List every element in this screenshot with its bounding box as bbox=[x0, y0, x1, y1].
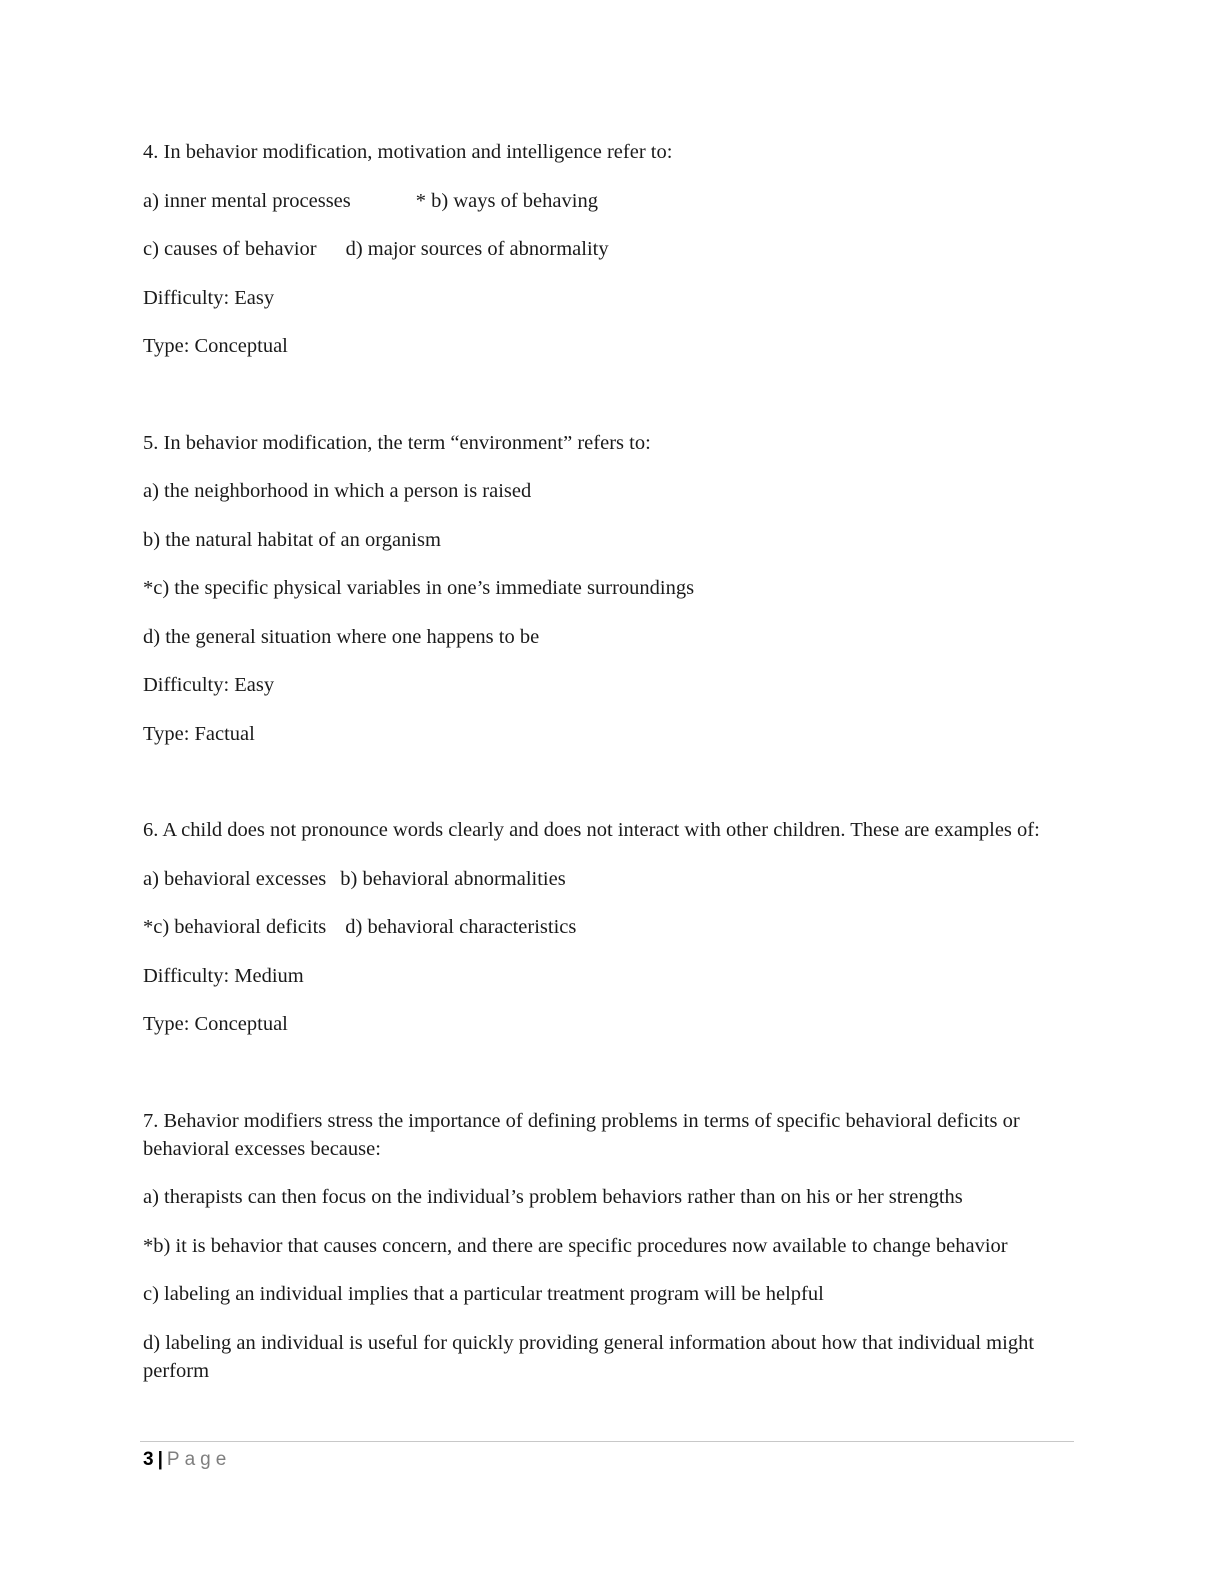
question-4-type: Type: Conceptual bbox=[143, 335, 288, 357]
question-4 bbox=[143, 138, 1078, 360]
option-c: *c) behavioral deficits bbox=[143, 916, 327, 938]
option-d: d) behavioral characteristics bbox=[345, 916, 577, 938]
question-7-stem: 7. Behavior modifiers stress the importance of defining problems in terms of specific behavioral deficits or behavioral excesses because: bbox=[143, 1109, 1020, 1160]
question-5 bbox=[143, 429, 1078, 748]
footer-separator: | bbox=[157, 1449, 163, 1470]
option-a: a) behavioral excesses bbox=[143, 867, 327, 890]
question-list bbox=[143, 138, 1078, 1405]
option-a: a) inner mental processes bbox=[143, 189, 351, 212]
page-label: Page bbox=[166, 1449, 232, 1470]
question-6-difficulty: Difficulty: Medium bbox=[143, 964, 304, 987]
question-6-stem: 6. A child does not pronounce words clearly and does not interact with other children. These are examples of: bbox=[143, 819, 1040, 841]
question-4-difficulty: Difficulty: Easy bbox=[143, 286, 275, 309]
question-5-option-d: d) the general situation where one happens to be bbox=[143, 625, 540, 648]
question-5-option-c: *c) the specific physical variables in one’s immediate surroundings bbox=[143, 577, 695, 599]
question-7-option-a: a) therapists can then focus on the individual’s problem behaviors rather than on his or her strengths bbox=[143, 1186, 963, 1208]
question-5-stem: 5. In behavior modification, the term “environment” refers to: bbox=[143, 431, 651, 454]
option-b: * b) ways of behaving bbox=[415, 189, 598, 212]
option-c: c) causes of behavior bbox=[143, 238, 317, 260]
question-4-stem: 4. In behavior modification, motivation and intelligence refer to: bbox=[143, 141, 673, 163]
question-7-option-b: *b) it is behavior that causes concern, and there are specific procedures now available to change behavior bbox=[143, 1234, 1008, 1257]
question-4-options-line-1 bbox=[143, 187, 1078, 215]
question-7-option-d: d) labeling an individual is useful for quickly providing general information about how that individual might perform bbox=[143, 1331, 1035, 1382]
question-5-type: Type: Factual bbox=[143, 722, 255, 745]
question-6 bbox=[143, 816, 1078, 1038]
page-footer bbox=[143, 1446, 231, 1474]
question-5-option-a: a) the neighborhood in which a person is raised bbox=[143, 480, 532, 502]
question-6-options-line-1 bbox=[143, 865, 1078, 893]
option-b: b) behavioral abnormalities bbox=[340, 867, 566, 890]
question-5-option-b: b) the natural habitat of an organism bbox=[143, 528, 441, 551]
question-7 bbox=[143, 1107, 1078, 1385]
question-6-options-line-2 bbox=[143, 913, 1078, 941]
question-6-type: Type: Conceptual bbox=[143, 1013, 288, 1035]
question-5-difficulty: Difficulty: Easy bbox=[143, 674, 275, 696]
question-7-option-c: c) labeling an individual implies that a particular treatment program will be helpful bbox=[143, 1283, 824, 1305]
question-4-options-line-2 bbox=[143, 235, 1078, 263]
footer-divider bbox=[140, 1441, 1074, 1442]
page-number: 3 bbox=[143, 1449, 154, 1470]
option-d: d) major sources of abnormality bbox=[345, 238, 609, 260]
